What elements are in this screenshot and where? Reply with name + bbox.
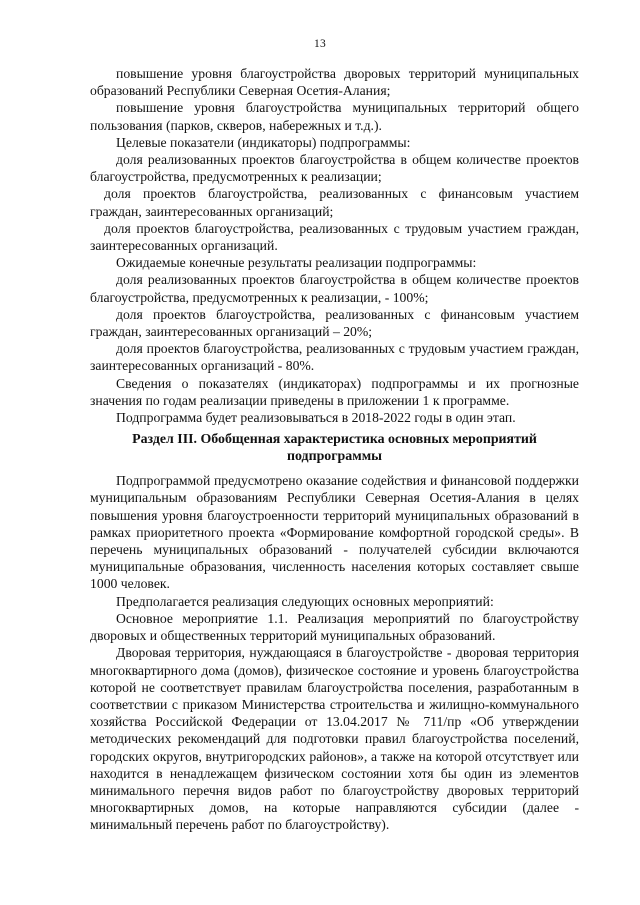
paragraph: Подпрограммой предусмотрено оказание содействия и финансовой поддержки муниципальным образованиям Республики Северная Осетия-Алания в целях повышения уровня благоустроенности территорий муниципальных образований в рамках приоритетного проекта «Формирование комфортной городской среды». В перечень муниципальных образований - получателей субсидии включаются муниципальные образования, численность населения которых составляет свыше 1000 человек. (90, 473, 579, 592)
paragraph: доля проектов благоустройства, реализованных с трудовым участием граждан, заинтересованных организаций - 80%. (90, 341, 579, 374)
paragraph: доля проектов благоустройства, реализованных с финансовым участием граждан, заинтересованных организаций; (90, 186, 579, 219)
paragraph: Подпрограмма будет реализовываться в 2018-2022 годы в один этап. (116, 410, 516, 426)
paragraph: Предполагается реализация следующих основных мероприятий: (116, 593, 494, 609)
paragraph: доля проектов благоустройства, реализованных с трудовым участием граждан, заинтересованных организаций. (90, 220, 579, 254)
page-number: 13 (313, 38, 327, 50)
paragraph: Сведения о показателях (индикаторах) подпрограммы и их прогнозные значения по годам реализации приведены в приложении 1 к программе. (90, 375, 579, 408)
section-heading-line-2: подпрограммы (287, 449, 382, 465)
paragraph: доля проектов благоустройства, реализованных с финансовым участием граждан, заинтересованных организаций – 20%; (90, 306, 579, 340)
paragraph: Основное мероприятие 1.1. Реализация мероприятий по благоустройству дворовых и общественных территорий муниципальных образований. (90, 610, 579, 644)
paragraph: Дворовая территория, нуждающаяся в благоустройстве - дворовая территория многоквартирного дома (домов), физическое состояние и уровень благоустройства которой не соответствует правилам благоустройства поселения, разработанным в соответствии с приказом Министерства строительства и жилищно-коммунального хозяйства Российской Федерации от 13.04.2017 № 711/пр «Об утверждении методических рекомендаций для подготовки правил благоустройства поселений, городских округов, внутригородских районов», а также на которой отсутствует или находится в ненадлежащем физическом состоянии хотя бы один из элементов минимального перечня видов работ по благоустройству дворовых территорий многоквартирных домов, на которые направляются субсидии (далее - минимальный перечень работ по благоустройству). (90, 645, 579, 833)
paragraph: повышение уровня благоустройства муниципальных территорий общего пользования (парков, скверов, набережных и т.д.). (90, 100, 579, 133)
paragraph-group-top (90, 65, 579, 426)
paragraph: повышение уровня благоустройства дворовых территорий муниципальных образований Республики Северная Осетия-Алания; (90, 66, 579, 99)
paragraph-group-bottom (90, 472, 579, 833)
section-heading (90, 431, 579, 465)
paragraph: Ожидаемые конечные результаты реализации подпрограммы: (116, 255, 477, 271)
document-body (90, 65, 579, 834)
paragraph: доля реализованных проектов благоустройства в общем количестве проектов благоустройства, предусмотренных к реализации; (90, 152, 579, 185)
paragraph: доля реализованных проектов благоустройства в общем количестве проектов благоустройства, предусмотренных к реализации, - 100%; (90, 272, 579, 305)
section-heading-line-1: Раздел III. Обобщенная характеристика основных мероприятий (132, 432, 537, 448)
paragraph: Целевые показатели (индикаторы) подпрограммы: (116, 134, 411, 150)
